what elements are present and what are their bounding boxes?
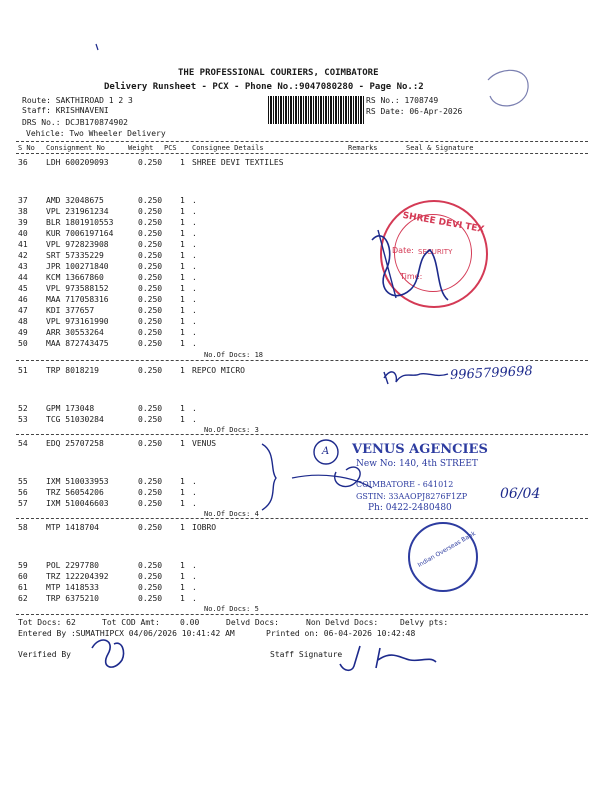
pcs: 1 [180, 273, 185, 282]
docs-count: No.Of Docs: 18 [204, 351, 264, 359]
pcs: 1 [180, 317, 185, 326]
weight: 0.250 [138, 561, 163, 570]
sno: 57 [18, 499, 28, 508]
sno: 38 [18, 207, 28, 216]
weight: 0.250 [138, 207, 163, 216]
entered-by: Entered By :SUMATHIPCX 04/06/2026 10:41:42 AM [18, 629, 235, 638]
staff: Staff: KRISHNAVENI [22, 106, 109, 115]
col-remarks: Remarks [348, 144, 378, 152]
pcs: 1 [180, 572, 185, 581]
runsheet-title: Delivery Runsheet - PCX - Phone No.:9047080280 - Page No.:2 [104, 82, 424, 92]
weight: 0.250 [138, 240, 163, 249]
ink-dot-mark [96, 44, 98, 50]
pcs: 1 [180, 477, 185, 486]
consignee: . [192, 229, 197, 238]
consignment-no: TRP 8018219 [46, 366, 99, 375]
consignee: REPCO MICRO [192, 366, 245, 375]
sno: 62 [18, 594, 28, 603]
consignee: . [192, 499, 197, 508]
delivery-points: Delvy pts: [400, 618, 449, 627]
consignment-no: IXM 510033953 [46, 477, 109, 486]
consignee: . [192, 262, 197, 271]
consignee: . [192, 415, 197, 424]
consignee: . [192, 273, 197, 282]
non-delivered-docs: Non Delvd Docs: [306, 618, 379, 627]
consignment-no: EDQ 25707258 [46, 439, 104, 448]
consignee: IOBRO [192, 523, 217, 532]
total-docs: Tot Docs: 62 [18, 618, 76, 627]
consignment-no: MTP 1418704 [46, 523, 99, 532]
sno: 55 [18, 477, 28, 486]
weight: 0.250 [138, 477, 163, 486]
consignee: . [192, 488, 197, 497]
consignee: . [192, 240, 197, 249]
col-weight: Weight [128, 144, 154, 152]
total-cod-value: 0.00 [180, 618, 200, 627]
pcs: 1 [180, 594, 185, 603]
docs-count: No.Of Docs: 5 [204, 605, 259, 613]
pcs: 1 [180, 207, 185, 216]
consignment-no: MAA 872743475 [46, 339, 109, 348]
weight: 0.250 [138, 317, 163, 326]
consignment-no: BLR 1801910553 [46, 218, 114, 227]
consignment-no: POL 2297780 [46, 561, 99, 570]
weight: 0.250 [138, 218, 163, 227]
weight: 0.250 [138, 273, 163, 282]
sno: 49 [18, 328, 28, 337]
venus-stamp-gstin: GSTIN: 33AAOPJ8276F1ZP [356, 492, 468, 501]
consignment-no: MTP 1418533 [46, 583, 99, 592]
pcs: 1 [180, 561, 185, 570]
pcs: 1 [180, 218, 185, 227]
consignment-no: TRP 6375210 [46, 594, 99, 603]
sno: 45 [18, 284, 28, 293]
consignment-no: ARR 30553264 [46, 328, 104, 337]
consignment-no: MAA 717058316 [46, 295, 109, 304]
handwritten-circle-letter: A [322, 446, 330, 457]
consignee: VENUS [192, 439, 217, 448]
weight: 0.250 [138, 572, 163, 581]
consignment-no: VPL 973161990 [46, 317, 109, 326]
pcs: 1 [180, 251, 185, 260]
sno: 47 [18, 306, 28, 315]
handwritten-phone: 9965799698 [449, 363, 534, 384]
consignee: . [192, 295, 197, 304]
route: Route: SAKTHIROAD 1 2 3 [22, 96, 133, 105]
weight: 0.250 [138, 328, 163, 337]
weight: 0.250 [138, 499, 163, 508]
consignee: . [192, 207, 197, 216]
sno: 58 [18, 523, 28, 532]
col-pcs: PCS [164, 144, 177, 152]
drs-no: DRS No.: DCJB170874902 [22, 118, 128, 127]
weight: 0.250 [138, 229, 163, 238]
sno: 53 [18, 415, 28, 424]
pcs: 1 [180, 583, 185, 592]
consignee: . [192, 572, 197, 581]
col-seal: Seal & Signature [406, 144, 474, 152]
sno: 41 [18, 240, 28, 249]
signature-mark [340, 646, 436, 670]
sno: 60 [18, 572, 28, 581]
weight: 0.250 [138, 196, 163, 205]
weight: 0.250 [138, 583, 163, 592]
sno: 42 [18, 251, 28, 260]
weight: 0.250 [138, 158, 163, 167]
consignment-no: VPL 973588152 [46, 284, 109, 293]
sno: 44 [18, 273, 28, 282]
docs-count: No.Of Docs: 4 [204, 510, 259, 518]
consignment-no: KDI 377657 [46, 306, 95, 315]
consignee: . [192, 251, 197, 260]
sno: 59 [18, 561, 28, 570]
staff-signature-label: Staff Signature [270, 650, 343, 659]
handwritten-date: 06/04 [500, 486, 541, 502]
venus-stamp-name: VENUS AGENCIES [352, 442, 488, 457]
vehicle: Vehicle: Two Wheeler Delivery [26, 129, 166, 138]
signature-mark [372, 236, 448, 300]
consignment-no: KUR 7006197164 [46, 229, 114, 238]
sno: 37 [18, 196, 28, 205]
pcs: 1 [180, 262, 185, 271]
consignment-no: TRZ 122204392 [46, 572, 109, 581]
sno: 48 [18, 317, 28, 326]
rs-date: RS Date: 06-Apr-2026 [366, 107, 463, 116]
iob-seal-text: Indian Overseas Bank [416, 530, 477, 569]
seal-time: Time: [400, 272, 423, 281]
col-details: Consignee Details [192, 144, 264, 152]
weight: 0.250 [138, 366, 163, 375]
signature-mark [384, 372, 448, 384]
weight: 0.250 [138, 251, 163, 260]
sno: 56 [18, 488, 28, 497]
sno: 43 [18, 262, 28, 271]
consignee: . [192, 404, 197, 413]
sno: 46 [18, 295, 28, 304]
pcs: 1 [180, 439, 185, 448]
weight: 0.250 [138, 339, 163, 348]
venus-stamp-city: COIMBATORE - 641012 [356, 480, 454, 489]
sno: 54 [18, 439, 28, 448]
weight: 0.250 [138, 404, 163, 413]
delivered-docs: Delvd Docs: [226, 618, 279, 627]
sno: 40 [18, 229, 28, 238]
weight: 0.250 [138, 284, 163, 293]
consignee: . [192, 594, 197, 603]
seal-security: SECURITY [418, 248, 453, 256]
consignee: . [192, 218, 197, 227]
venus-stamp-phone: Ph: 0422-2480480 [368, 503, 452, 513]
pcs: 1 [180, 488, 185, 497]
consignment-no: GPM 173048 [46, 404, 95, 413]
weight: 0.250 [138, 488, 163, 497]
pcs: 1 [180, 404, 185, 413]
sno: 52 [18, 404, 28, 413]
consignee: . [192, 561, 197, 570]
pcs: 1 [180, 523, 185, 532]
page-circle-mark [488, 70, 528, 106]
seal-date: Date: [392, 246, 414, 255]
weight: 0.250 [138, 295, 163, 304]
sno: 36 [18, 158, 28, 167]
sno: 50 [18, 339, 28, 348]
consignment-no: VPL 231961234 [46, 207, 109, 216]
weight: 0.250 [138, 439, 163, 448]
sno: 39 [18, 218, 28, 227]
pcs: 1 [180, 196, 185, 205]
consignment-no: LDH 600209093 [46, 158, 109, 167]
weight: 0.250 [138, 594, 163, 603]
consignee: . [192, 583, 197, 592]
consignee: . [192, 196, 197, 205]
pcs: 1 [180, 328, 185, 337]
pcs: 1 [180, 158, 185, 167]
pcs: 1 [180, 339, 185, 348]
sno: 61 [18, 583, 28, 592]
pcs: 1 [180, 415, 185, 424]
verified-by: Verified By [18, 650, 71, 659]
consignment-no: AMD 32048675 [46, 196, 104, 205]
consignee: . [192, 328, 197, 337]
pcs: 1 [180, 366, 185, 375]
consignment-no: SRT 57335229 [46, 251, 104, 260]
weight: 0.250 [138, 262, 163, 271]
pcs: 1 [180, 295, 185, 304]
venus-stamp-address: New No: 140, 4th STREET [356, 459, 478, 469]
consignee: . [192, 339, 197, 348]
signature-mark [92, 640, 124, 667]
col-sno: S No [18, 144, 35, 152]
pcs: 1 [180, 499, 185, 508]
consignment-no: TCG 51030284 [46, 415, 104, 424]
consignee: . [192, 306, 197, 315]
consignment-no: KCM 13667860 [46, 273, 104, 282]
consignee: . [192, 284, 197, 293]
brace-mark [262, 444, 276, 510]
seal-company: SHREE DEVI TEX [401, 210, 485, 236]
pcs: 1 [180, 284, 185, 293]
weight: 0.250 [138, 523, 163, 532]
consignment-no: TRZ 56054206 [46, 488, 104, 497]
consignee: SHREE DEVI TEXTILES [192, 158, 284, 167]
rs-no: RS No.: 1708749 [366, 96, 439, 105]
printed-on: Printed on: 06-04-2026 10:42:48 [266, 629, 416, 638]
col-consignment: Consignment No [46, 144, 106, 152]
sno: 51 [18, 366, 28, 375]
pcs: 1 [180, 240, 185, 249]
pcs: 1 [180, 229, 185, 238]
docs-count: No.Of Docs: 3 [204, 426, 259, 434]
company-name: THE PROFESSIONAL COURIERS, COIMBATORE [178, 68, 379, 78]
consignment-no: JPR 100271840 [46, 262, 109, 271]
weight: 0.250 [138, 306, 163, 315]
consignee: . [192, 477, 197, 486]
consignment-no: IXM 510046603 [46, 499, 109, 508]
consignee: . [192, 317, 197, 326]
pcs: 1 [180, 306, 185, 315]
consignment-no: VPL 972823908 [46, 240, 109, 249]
total-cod-label: Tot COD Amt: [102, 618, 160, 627]
weight: 0.250 [138, 415, 163, 424]
